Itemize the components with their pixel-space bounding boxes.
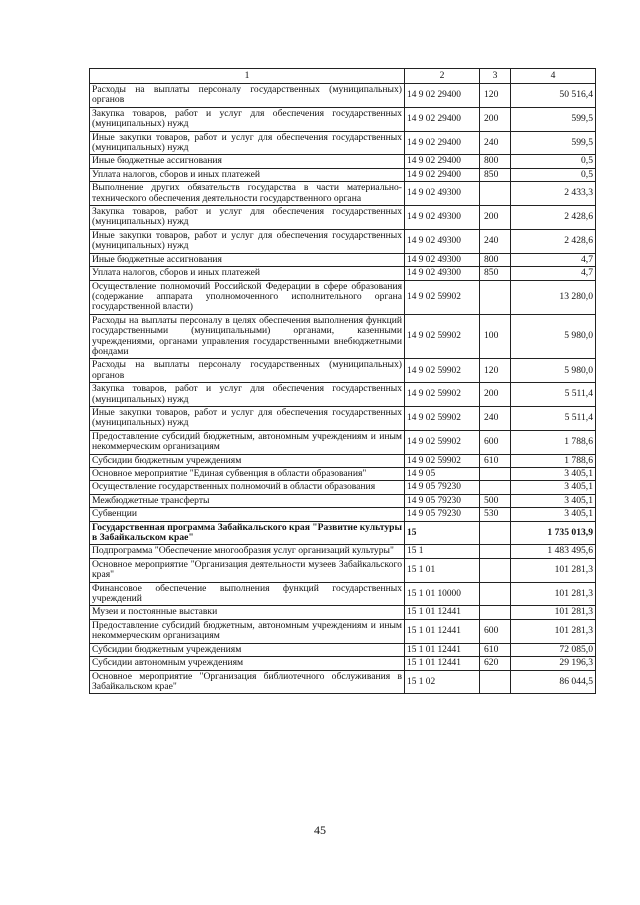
row-name-cell: Субсидии бюджетным учреждениям (90, 454, 405, 467)
row-amount-cell: 5 511,4 (511, 406, 596, 430)
table-row (90, 280, 596, 314)
row-expense-type-cell (480, 545, 511, 558)
row-name-cell: Закупка товаров, работ и услуг для обеспечения государственных (муниципальных) нужд (90, 206, 405, 230)
row-amount-cell: 101 281,3 (511, 558, 596, 582)
row-code-cell: 15 1 01 (405, 558, 480, 582)
table-row (90, 206, 596, 230)
row-expense-type-cell (480, 582, 511, 606)
table-row (90, 267, 596, 280)
table-row (90, 508, 596, 521)
row-expense-type-cell: 800 (480, 155, 511, 168)
row-code-cell: 15 1 (405, 545, 480, 558)
row-code-cell: 14 9 02 29400 (405, 168, 480, 181)
row-expense-type-cell (480, 606, 511, 619)
row-name-cell: Осуществление государственных полномочий в области образования (90, 481, 405, 494)
row-code-cell: 14 9 02 29400 (405, 155, 480, 168)
row-name-cell: Межбюджетные трансферты (90, 494, 405, 507)
table-row (90, 481, 596, 494)
row-amount-cell: 1 735 013,9 (511, 521, 596, 545)
table-row (90, 107, 596, 131)
table-row (90, 406, 596, 430)
header-col-4: 4 (511, 69, 596, 84)
row-expense-type-cell: 240 (480, 131, 511, 155)
row-name-cell: Предоставление субсидий бюджетным, автономным учреждениям и иным некоммерческим организациям (90, 619, 405, 643)
header-row (90, 69, 596, 84)
table-row (90, 606, 596, 619)
row-name-cell: Осуществление полномочий Российской Федерации в сфере образования (содержание аппарата уполномоченного исполнительного органа государственной власти) (90, 280, 405, 314)
row-expense-type-cell (480, 468, 511, 481)
row-name-cell: Иные бюджетные ассигнования (90, 253, 405, 266)
row-amount-cell: 5 511,4 (511, 383, 596, 407)
row-expense-type-cell (480, 558, 511, 582)
row-code-cell: 15 1 02 (405, 670, 480, 694)
row-code-cell: 14 9 02 49300 (405, 267, 480, 280)
row-code-cell: 14 9 02 49300 (405, 206, 480, 230)
row-amount-cell: 2 433,3 (511, 182, 596, 206)
table-row (90, 155, 596, 168)
row-amount-cell: 1 483 495,6 (511, 545, 596, 558)
row-code-cell: 15 1 01 12441 (405, 619, 480, 643)
table-row (90, 494, 596, 507)
page-number: 45 (314, 823, 326, 837)
row-code-cell: 15 1 01 12441 (405, 643, 480, 656)
row-code-cell: 14 9 02 49300 (405, 182, 480, 206)
row-name-cell: Предоставление субсидий бюджетным, автономным учреждениям и иным некоммерческим организациям (90, 430, 405, 454)
row-name-cell: Расходы на выплаты персоналу государственных (муниципальных) органов (90, 359, 405, 383)
row-amount-cell: 72 085,0 (511, 643, 596, 656)
table-row (90, 253, 596, 266)
table-row (90, 657, 596, 670)
table-row (90, 383, 596, 407)
table-row (90, 314, 596, 359)
row-amount-cell: 29 196,3 (511, 657, 596, 670)
row-amount-cell: 3 405,1 (511, 508, 596, 521)
row-expense-type-cell: 200 (480, 206, 511, 230)
header-col-1: 1 (90, 69, 405, 84)
table-row (90, 454, 596, 467)
row-amount-cell: 2 428,6 (511, 229, 596, 253)
row-code-cell: 14 9 02 29400 (405, 107, 480, 131)
row-amount-cell: 1 788,6 (511, 454, 596, 467)
row-name-cell: Субсидии бюджетным учреждениям (90, 643, 405, 656)
table-row (90, 131, 596, 155)
table-row (90, 558, 596, 582)
table-row (90, 670, 596, 694)
row-amount-cell: 599,5 (511, 107, 596, 131)
row-name-cell: Расходы на выплаты персоналу в целях обеспечения выполнения функций государственными (муниципальными) органами, казенными учреждениями, органами управления государственными внебюджетными фондами (90, 314, 405, 359)
table-row (90, 84, 596, 108)
row-amount-cell: 3 405,1 (511, 481, 596, 494)
table-row (90, 521, 596, 545)
table-row (90, 468, 596, 481)
table-row (90, 545, 596, 558)
row-code-cell: 14 9 05 79230 (405, 508, 480, 521)
row-amount-cell: 4,7 (511, 267, 596, 280)
row-expense-type-cell (480, 182, 511, 206)
row-name-cell: Иные закупки товаров, работ и услуг для обеспечения государственных (муниципальных) нужд (90, 406, 405, 430)
row-expense-type-cell (480, 521, 511, 545)
row-code-cell: 14 9 02 49300 (405, 229, 480, 253)
row-amount-cell: 50 516,4 (511, 84, 596, 108)
row-expense-type-cell: 600 (480, 430, 511, 454)
table-row (90, 168, 596, 181)
row-expense-type-cell: 850 (480, 267, 511, 280)
row-amount-cell: 3 405,1 (511, 494, 596, 507)
row-expense-type-cell (480, 481, 511, 494)
row-expense-type-cell: 620 (480, 657, 511, 670)
row-code-cell: 14 9 02 59902 (405, 454, 480, 467)
row-amount-cell: 1 788,6 (511, 430, 596, 454)
row-name-cell: Основное мероприятие "Организация библиотечного обслуживания в Забайкальском крае" (90, 670, 405, 694)
row-name-cell: Субсидии автономным учреждениям (90, 657, 405, 670)
row-expense-type-cell: 800 (480, 253, 511, 266)
row-expense-type-cell: 120 (480, 84, 511, 108)
row-expense-type-cell: 200 (480, 383, 511, 407)
row-code-cell: 14 9 05 79230 (405, 494, 480, 507)
row-amount-cell: 86 044,5 (511, 670, 596, 694)
row-name-cell: Уплата налогов, сборов и иных платежей (90, 267, 405, 280)
row-expense-type-cell: 240 (480, 229, 511, 253)
row-code-cell: 14 9 05 (405, 468, 480, 481)
row-amount-cell: 3 405,1 (511, 468, 596, 481)
row-name-cell: Государственная программа Забайкальского края "Развитие культуры в Забайкальском крае" (90, 521, 405, 545)
row-name-cell: Подпрограмма "Обеспечение многообразия услуг организаций культуры" (90, 545, 405, 558)
table-row (90, 430, 596, 454)
row-expense-type-cell: 240 (480, 406, 511, 430)
row-code-cell: 15 1 01 12441 (405, 657, 480, 670)
row-expense-type-cell: 600 (480, 619, 511, 643)
row-amount-cell: 5 980,0 (511, 314, 596, 359)
row-expense-type-cell: 500 (480, 494, 511, 507)
row-amount-cell: 0,5 (511, 168, 596, 181)
row-amount-cell: 101 281,3 (511, 606, 596, 619)
header-col-2: 2 (405, 69, 480, 84)
row-code-cell: 14 9 02 29400 (405, 131, 480, 155)
row-expense-type-cell (480, 670, 511, 694)
row-expense-type-cell: 100 (480, 314, 511, 359)
row-name-cell: Уплата налогов, сборов и иных платежей (90, 168, 405, 181)
row-code-cell: 14 9 02 59902 (405, 383, 480, 407)
row-expense-type-cell: 850 (480, 168, 511, 181)
table-row (90, 582, 596, 606)
row-name-cell: Иные закупки товаров, работ и услуг для обеспечения государственных (муниципальных) нужд (90, 229, 405, 253)
row-code-cell: 14 9 02 59902 (405, 314, 480, 359)
row-code-cell: 15 1 01 10000 (405, 582, 480, 606)
row-amount-cell: 13 280,0 (511, 280, 596, 314)
row-name-cell: Иные закупки товаров, работ и услуг для обеспечения государственных (муниципальных) нужд (90, 131, 405, 155)
table-row (90, 229, 596, 253)
row-name-cell: Закупка товаров, работ и услуг для обеспечения государственных (муниципальных) нужд (90, 383, 405, 407)
row-code-cell: 15 (405, 521, 480, 545)
row-name-cell: Иные бюджетные ассигнования (90, 155, 405, 168)
row-expense-type-cell: 610 (480, 454, 511, 467)
row-name-cell: Финансовое обеспечение выполнения функций государственных учреждений (90, 582, 405, 606)
row-amount-cell: 0,5 (511, 155, 596, 168)
row-code-cell: 15 1 01 12441 (405, 606, 480, 619)
row-name-cell: Расходы на выплаты персоналу государственных (муниципальных) органов (90, 84, 405, 108)
row-amount-cell: 5 980,0 (511, 359, 596, 383)
row-expense-type-cell: 530 (480, 508, 511, 521)
table-row (90, 619, 596, 643)
row-name-cell: Закупка товаров, работ и услуг для обеспечения государственных (муниципальных) нужд (90, 107, 405, 131)
row-code-cell: 14 9 02 59902 (405, 406, 480, 430)
row-name-cell: Основное мероприятие "Единая субвенция в области образования" (90, 468, 405, 481)
row-expense-type-cell: 200 (480, 107, 511, 131)
row-amount-cell: 599,5 (511, 131, 596, 155)
row-amount-cell: 101 281,3 (511, 619, 596, 643)
row-name-cell: Выполнение других обязательств государства в части материально-технического обеспечения деятельности государственного органа (90, 182, 405, 206)
row-code-cell: 14 9 05 79230 (405, 481, 480, 494)
row-expense-type-cell: 120 (480, 359, 511, 383)
row-amount-cell: 101 281,3 (511, 582, 596, 606)
row-code-cell: 14 9 02 59902 (405, 430, 480, 454)
budget-table (89, 68, 596, 694)
row-name-cell: Основное мероприятие "Организация деятельности музеев Забайкальского края" (90, 558, 405, 582)
row-amount-cell: 2 428,6 (511, 206, 596, 230)
row-code-cell: 14 9 02 59902 (405, 280, 480, 314)
row-code-cell: 14 9 02 49300 (405, 253, 480, 266)
table-row (90, 643, 596, 656)
header-col-3: 3 (480, 69, 511, 84)
row-code-cell: 14 9 02 59902 (405, 359, 480, 383)
row-code-cell: 14 9 02 29400 (405, 84, 480, 108)
row-expense-type-cell: 610 (480, 643, 511, 656)
row-expense-type-cell (480, 280, 511, 314)
table-body (90, 84, 596, 694)
row-name-cell: Субвенции (90, 508, 405, 521)
row-amount-cell: 4,7 (511, 253, 596, 266)
row-name-cell: Музеи и постоянные выставки (90, 606, 405, 619)
table-row (90, 182, 596, 206)
table-row (90, 359, 596, 383)
